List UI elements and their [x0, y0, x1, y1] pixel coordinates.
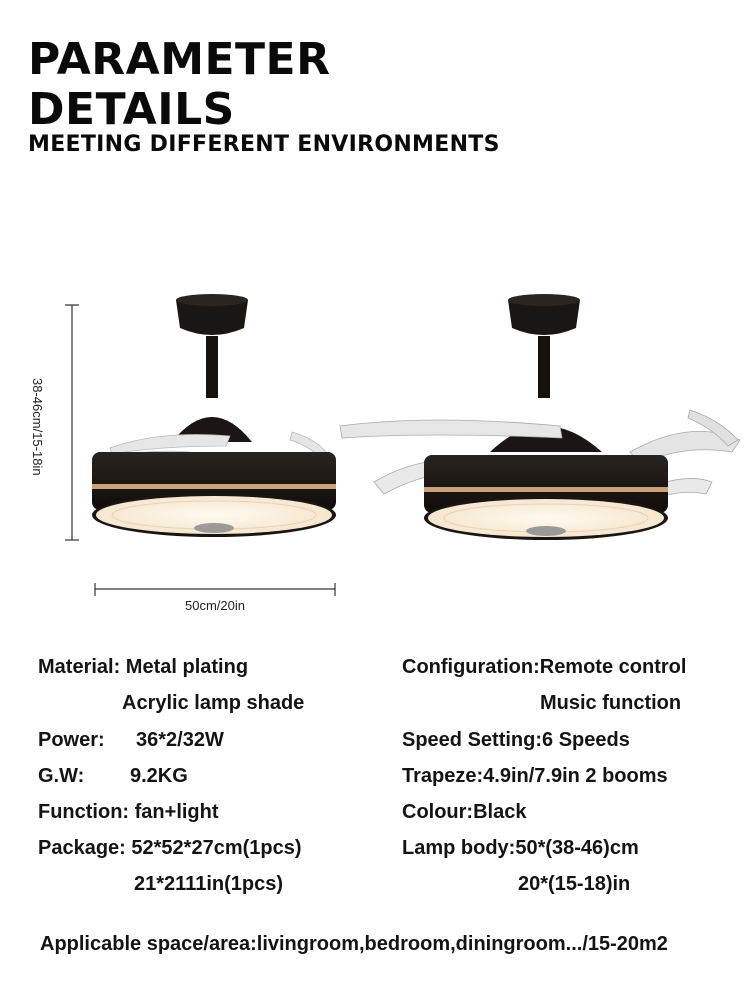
page-subtitle: MEETING DIFFERENT ENVIRONMENTS: [28, 132, 500, 157]
spec-material: Material: Metal plating: [38, 656, 249, 678]
product-illustration: [0, 280, 750, 620]
spec-lamp-body: Lamp body:50*(38-46)cm: [402, 837, 639, 859]
spec-power-value: 36*2/32W: [136, 729, 224, 751]
spec-applicable-space: Applicable space/area:livingroom,bedroom,diningroom.../15-20m2: [40, 933, 668, 955]
spec-configuration: Configuration:Remote control: [402, 656, 687, 678]
spec-configuration-2: Music function: [540, 692, 682, 714]
fan-extended: [340, 294, 740, 540]
page-title-line-2: DETAILS: [28, 84, 235, 135]
spec-gw-value: 9.2KG: [130, 765, 188, 787]
width-dimension-line: [95, 583, 335, 596]
spec-material-2: Acrylic lamp shade: [122, 692, 305, 714]
spec-gw-label: G.W:: [38, 765, 85, 787]
spec-function: Function: fan+light: [38, 801, 219, 823]
spec-colour: Colour:Black: [402, 801, 527, 823]
spec-speed: Speed Setting:6 Speeds: [402, 729, 630, 751]
width-dimension-label: 50cm/20in: [185, 598, 245, 613]
spec-package: Package: 52*52*27cm(1pcs): [38, 837, 302, 859]
spec-power-label: Power:: [38, 729, 105, 751]
page-title-line-1: PARAMETER: [28, 34, 331, 85]
spec-lamp-body-2: 20*(15-18)in: [518, 873, 631, 895]
spec-package-2: 21*2111in(1pcs): [134, 873, 283, 895]
height-dimension-label: 38-46cm/15-18in: [30, 378, 45, 476]
height-dimension-line: [65, 305, 79, 540]
spec-trapeze: Trapeze:4.9in/7.9in 2 booms: [402, 765, 668, 787]
fan-retracted: [92, 294, 336, 537]
